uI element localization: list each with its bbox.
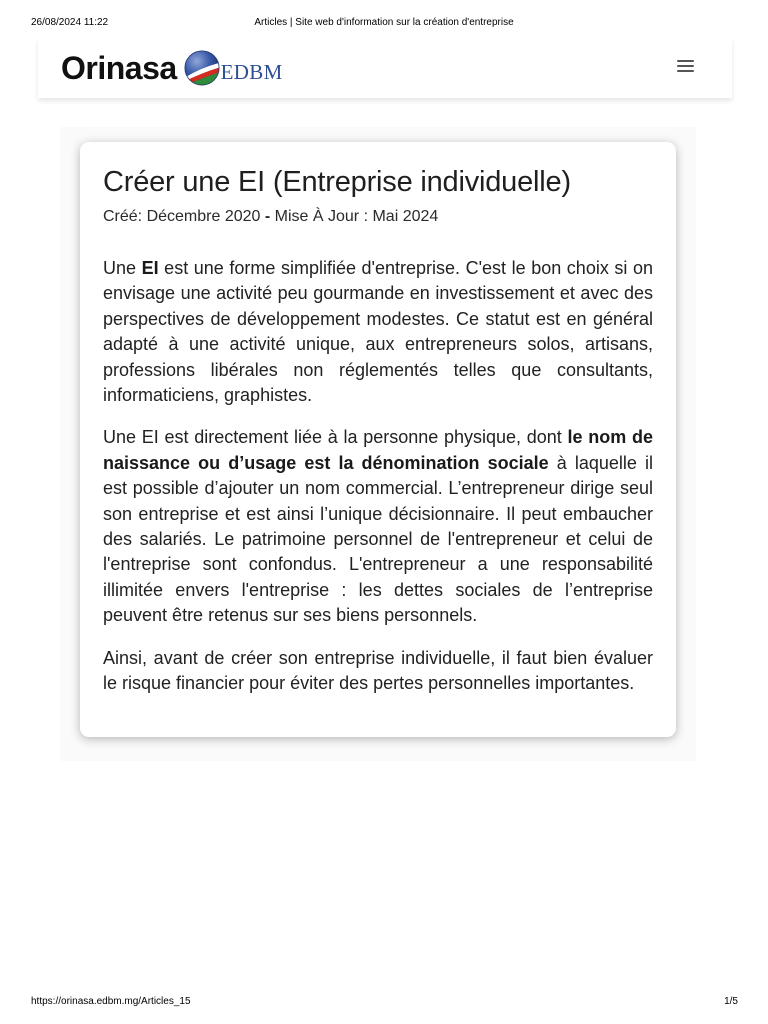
hamburger-menu-icon[interactable]	[675, 57, 697, 75]
navbar	[38, 38, 732, 98]
edbm-globe-icon	[183, 49, 221, 87]
print-footer	[0, 996, 768, 1010]
article-dates	[103, 206, 653, 228]
print-url: https://orinasa.edbm.mg/Articles_15	[31, 996, 191, 1007]
article-card	[80, 142, 676, 737]
paragraph-text: à laquelle il est possible d’ajouter un nom commercial. L’entrepreneur dirige seul son entreprise et est ainsi l’unique décisionnaire. Il peut embaucher des salariés. Le patrimoine personnel de l'entrepreneur et celui de l'entreprise sont confondus. L'entrepreneur a une responsabilité illimitée envers l'entreprise : les dettes sociales de l’entreprise peuvent être retenus sur ses biens personnels.	[103, 452, 654, 626]
paragraph-bold-text: EI	[141, 258, 159, 278]
paragraph-text: Une EI est directement liée à la personne physique, dont	[103, 427, 568, 448]
paragraph-bold-text: le nom de naissance ou d’usage est la dénomination sociale	[103, 427, 653, 473]
print-datetime: 26/08/2024 11:22	[31, 17, 109, 28]
article-title: Créer une EI (Entreprise individuelle)	[103, 166, 571, 198]
print-header	[0, 17, 768, 31]
article-created-date: Créé: Décembre 2020	[103, 208, 261, 225]
article-updated-date: Mise À Jour : Mai 2024	[274, 208, 439, 225]
paragraph-text: est une forme simplifiée d'entreprise. C'est le bon choix si on envisage une activité peu gourmande en investissement et avec des perspectives de développement modestes. Ce statut est en général adapté à une activité unique, aux entrepreneurs solos, artisans, professions libérales non réglementés telles que consultants, informaticiens, graphistes.	[103, 258, 653, 406]
article-body	[103, 164, 653, 697]
print-page-title: Articles | Site web d'information sur la création d'entreprise	[254, 17, 514, 28]
article-paragraph-3: Ainsi, avant de créer son entreprise individuelle, il faut bien évaluer le risque financier pour éviter des pertes personnelles importantes.	[103, 647, 653, 694]
article-paragraph-2	[103, 425, 653, 628]
brand-logo-link[interactable]	[61, 46, 283, 90]
paragraph-text: Une	[103, 258, 142, 278]
brand-name: Orinasa	[61, 50, 177, 86]
brand-subtitle: EDBM	[220, 59, 283, 84]
print-page-number: 1/5	[724, 996, 738, 1007]
article-paragraph-1	[103, 256, 653, 408]
date-separator: -	[264, 208, 271, 225]
